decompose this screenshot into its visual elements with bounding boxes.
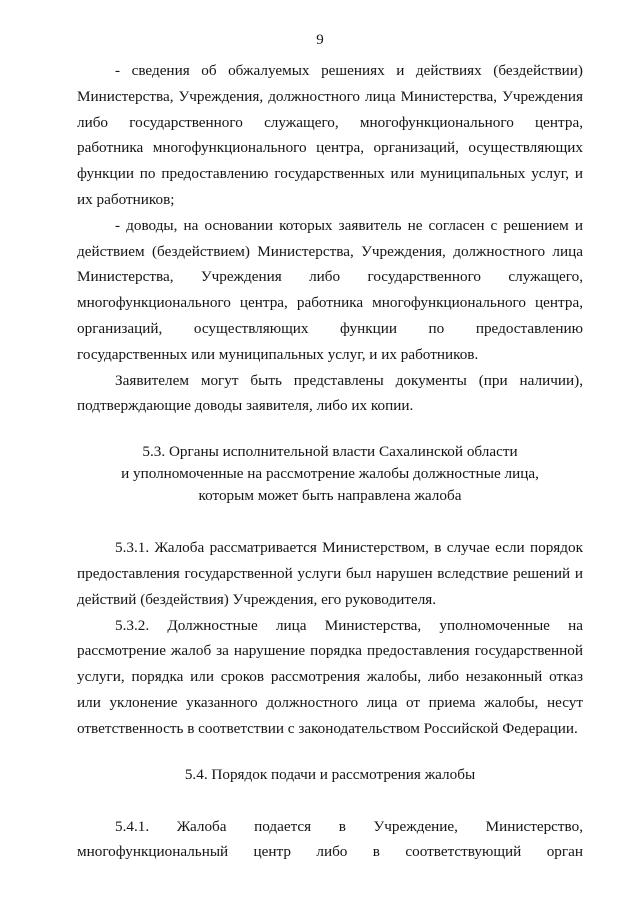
- text-line: их работников;: [77, 190, 175, 208]
- page-number: 9: [316, 32, 324, 48]
- text-line: работника многофункционального центра, организаций, осуществляющих: [77, 139, 583, 157]
- text-line: 5.3.1. Жалоба рассматривается Министерством, в случае если порядок: [115, 539, 583, 557]
- section-heading-5-4: [77, 764, 583, 786]
- paragraph-5-4-1: [77, 814, 583, 866]
- text-line: многофункциональный центр либо в соответствующий орган: [77, 843, 583, 861]
- text-line: организаций, осуществляющих функции по предоставлению: [77, 319, 583, 337]
- text-line: подтверждающие доводы заявителя, либо их копии.: [77, 397, 414, 415]
- text-line: функции по предоставлению государственных или муниципальных услуг, и: [77, 165, 583, 183]
- text-line: Министерства, Учреждения, должностного лица Министерства, Учреждения: [77, 87, 583, 105]
- section-heading-5-3: [77, 441, 583, 507]
- document-body: [77, 58, 583, 865]
- paragraph-5-3-2: [77, 613, 583, 742]
- text-line: многофункционального центра, работника многофункционального центра,: [77, 294, 583, 312]
- text-line: - сведения об обжалуемых решениях и действиях (бездействии): [115, 62, 583, 79]
- paragraph-arguments: [77, 213, 583, 368]
- text-line: ответственность в соответствии с законодательством Российской Федерации.: [77, 719, 578, 737]
- paragraph-subject-of-complaint: [77, 58, 583, 213]
- text-line: Заявителем могут быть представлены документы (при наличии),: [115, 371, 583, 389]
- text-line: или уклонение указанного должностного лица от приема жалобы, несут: [77, 693, 583, 711]
- paragraph-5-3-1: [77, 535, 583, 612]
- text-line: Министерства, Учреждения либо государственного служащего,: [77, 268, 583, 286]
- text-line: либо государственного служащего, многофункционального центра,: [77, 113, 583, 131]
- text-line: услуги, порядка или сроков рассмотрения жалобы, либо незаконный отказ: [77, 668, 583, 686]
- heading-line: 5.4. Порядок подачи и рассмотрения жалобы: [184, 765, 476, 783]
- text-line: предоставления государственной услуги был нарушен вследствие решений и: [77, 564, 583, 582]
- heading-line: и уполномоченные на рассмотрение жалобы должностные лица,: [121, 465, 539, 483]
- text-line: - доводы, на основании которых заявитель не согласен с решением и: [115, 216, 583, 234]
- heading-line: которым может быть направлена жалоба: [198, 487, 462, 505]
- text-line: 5.3.2. Должностные лица Министерства, уполномоченные на: [115, 616, 583, 634]
- heading-line: 5.3. Органы исполнительной власти Сахалинской области: [142, 443, 518, 461]
- text-line: действием (бездействием) Министерства, Учреждения, должностного лица: [77, 242, 583, 260]
- text-line: рассмотрение жалоб за нарушение порядка предоставления государственной: [77, 642, 583, 660]
- paragraph-documents: [77, 368, 583, 420]
- text-line: государственных или муниципальных услуг, и их работников.: [77, 345, 479, 363]
- text-line: действий (бездействия) Учреждения, его руководителя.: [77, 590, 437, 608]
- text-line: 5.4.1. Жалоба подается в Учреждение, Министерство,: [115, 817, 583, 835]
